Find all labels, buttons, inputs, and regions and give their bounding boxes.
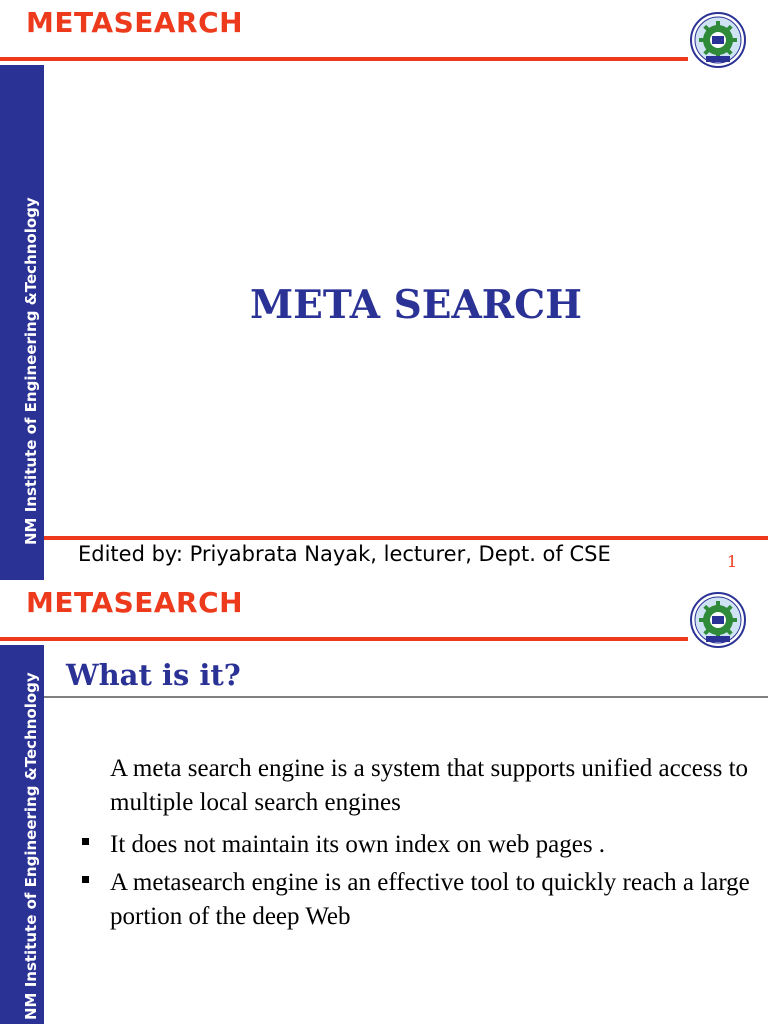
bullet-icon: [82, 876, 89, 883]
institute-seal-icon: [690, 12, 746, 68]
institute-name: NM Institute of Engineering &Technology: [22, 197, 40, 545]
bullet-text: A metasearch engine is an effective tool to quickly reach a large portion of the deep Web: [110, 869, 750, 930]
header-divider: [0, 57, 688, 61]
intro-paragraph: A meta search engine is a system that supports unified access to multiple local search engines: [110, 755, 749, 816]
section-title: What is it?: [66, 658, 241, 692]
bullet-icon: [82, 838, 89, 845]
bullet-list: [80, 828, 760, 938]
editor-credit: Edited by: Priyabrata Nayak, lecturer, Dept. of CSE: [78, 542, 611, 566]
footer-divider: [44, 536, 768, 540]
institute-seal-icon: [690, 592, 746, 648]
list-item: [80, 828, 760, 862]
slide-2: [0, 580, 768, 1024]
header-title: METASEARCH: [26, 586, 244, 619]
bullet-text: It does not maintain its own index on web pages .: [110, 831, 606, 858]
section-divider: [44, 696, 768, 698]
header-title: METASEARCH: [26, 6, 244, 39]
slide-title: META SEARCH: [249, 282, 583, 328]
institute-name: NM Institute of Engineering &Technology: [22, 672, 40, 1020]
page-number: 1: [727, 552, 738, 571]
header-divider: [0, 637, 688, 641]
list-item: [80, 866, 760, 934]
